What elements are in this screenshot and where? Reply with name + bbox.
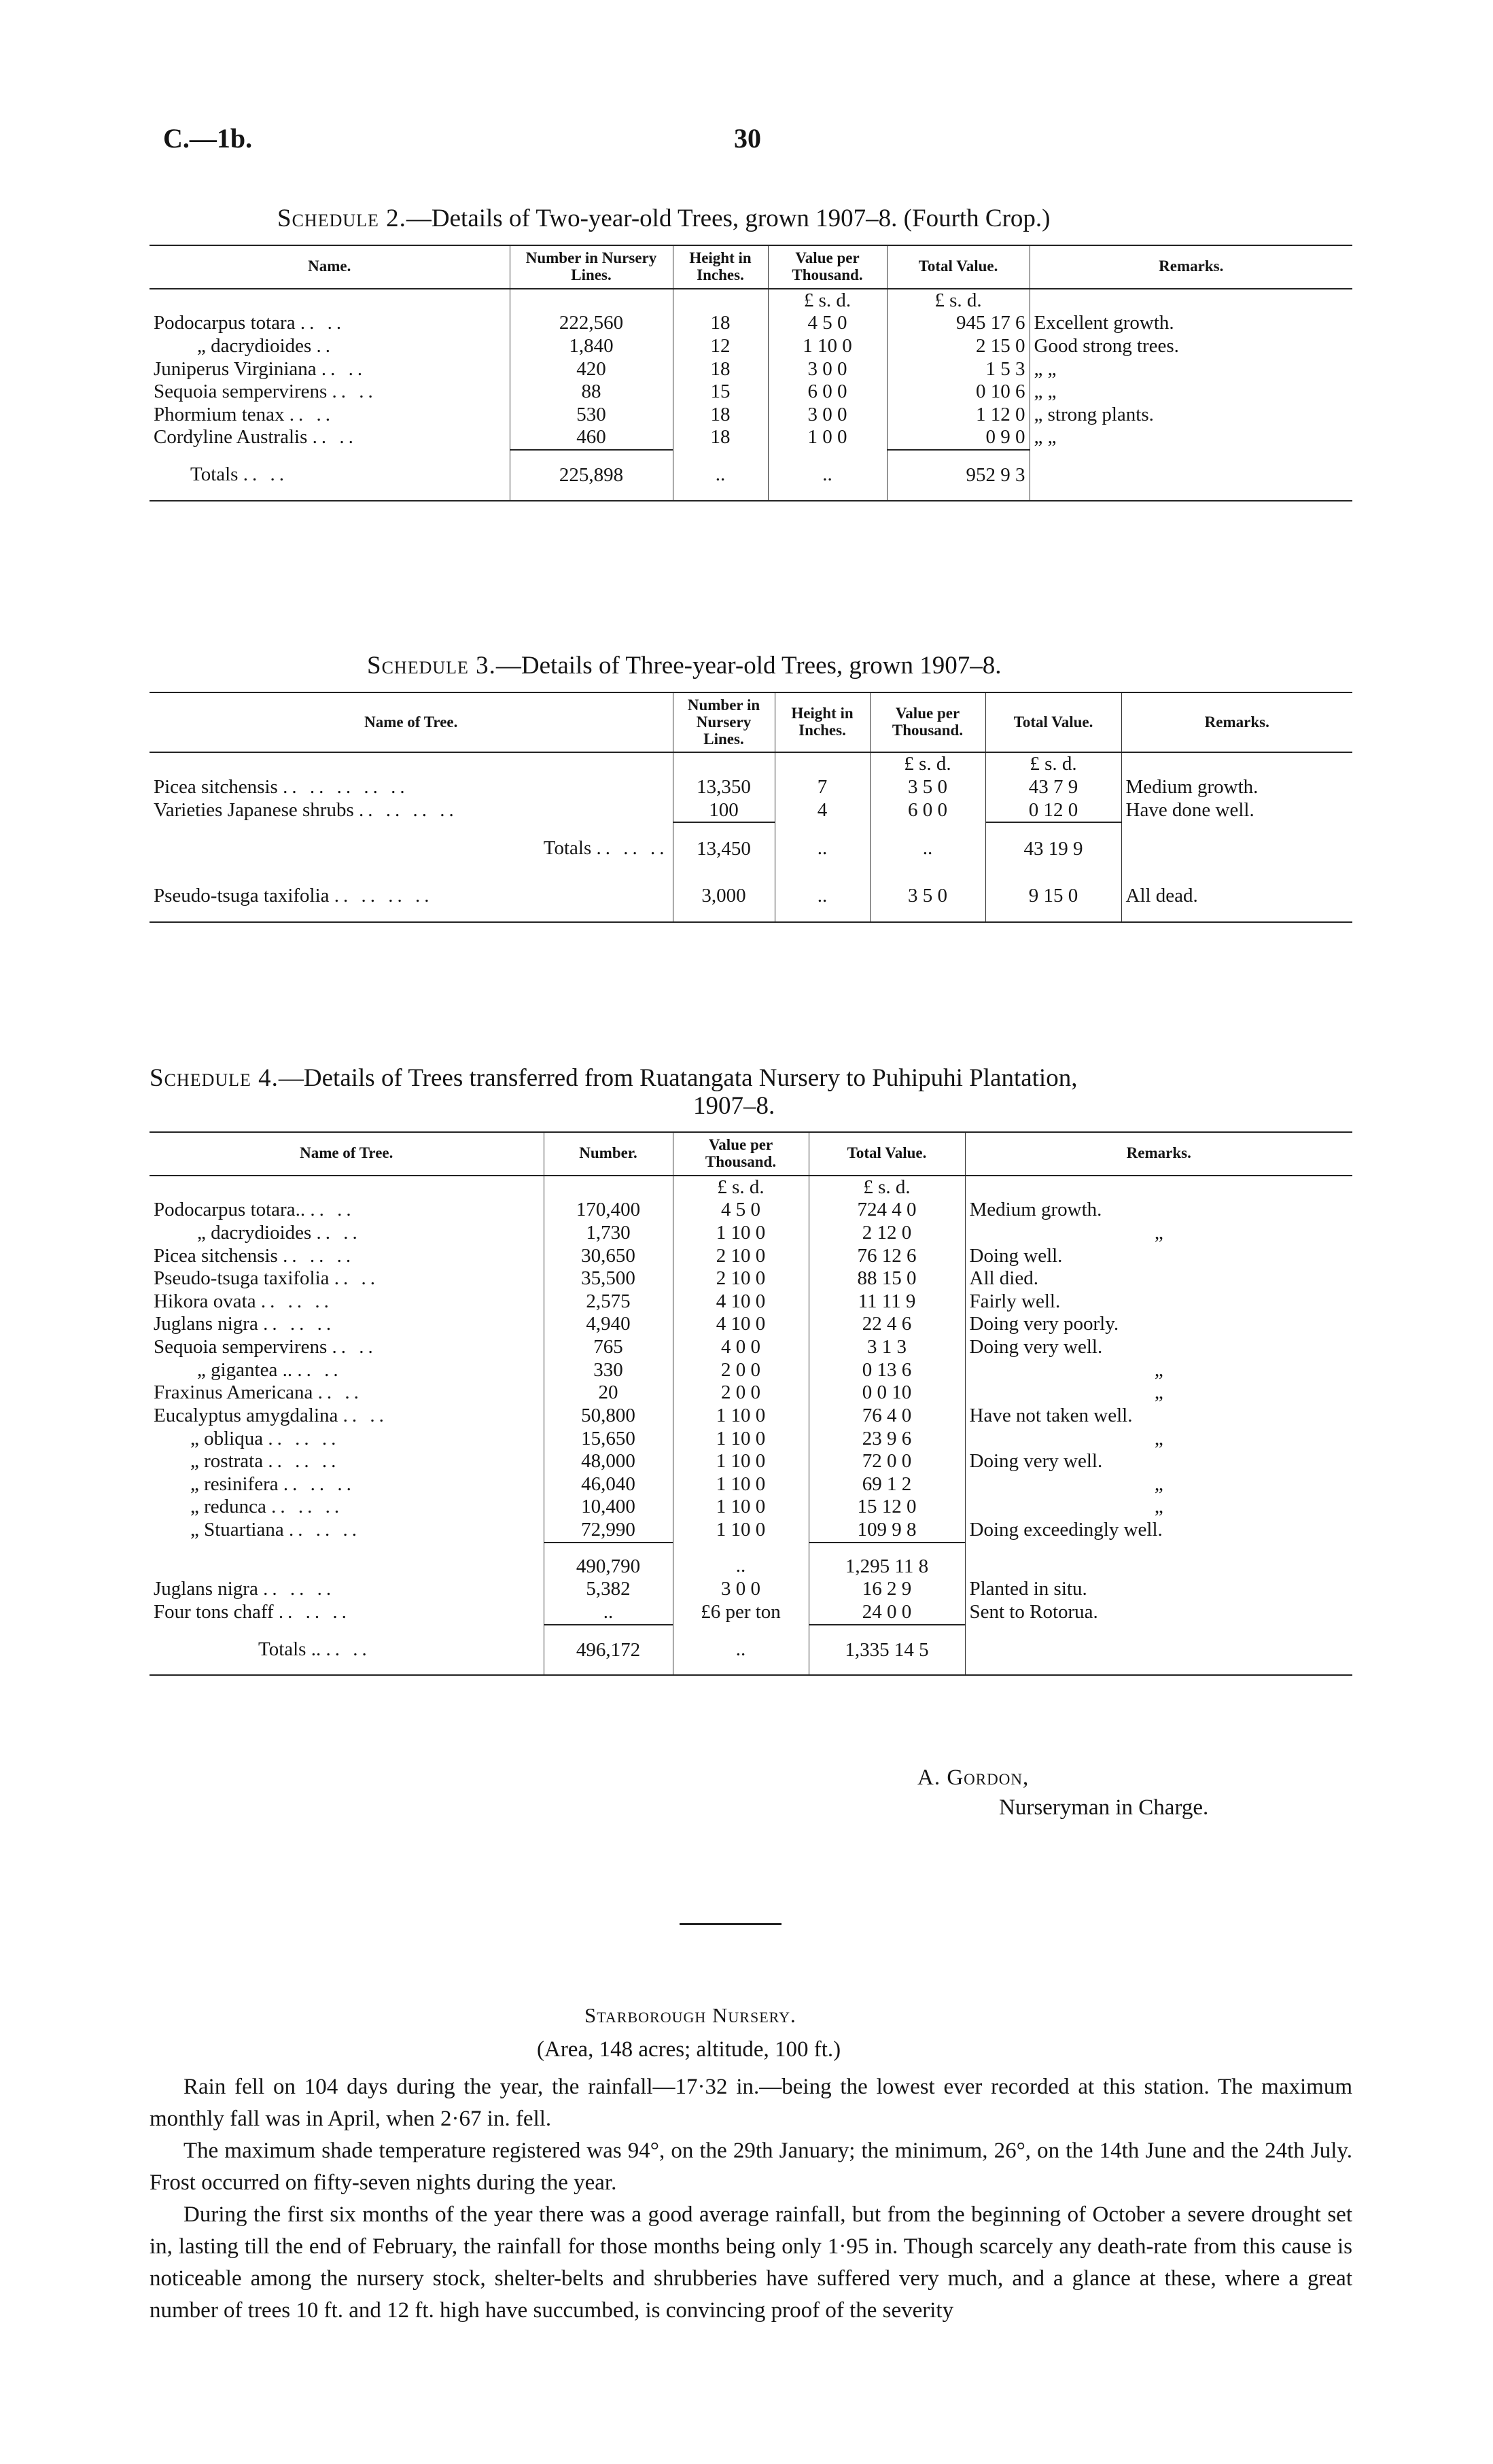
tree-remarks: Have not taken well.: [965, 1405, 1352, 1428]
tree-name: Hikora ovata .. .. ..: [154, 1290, 333, 1312]
table-row: [150, 426, 1352, 450]
tree-remarks: „: [965, 1381, 1352, 1405]
table-row: [150, 776, 1352, 799]
tree-remarks: Doing very well.: [965, 1336, 1352, 1359]
unit-label: £ s. d.: [887, 289, 1030, 313]
table-row: [150, 358, 1352, 381]
totals-total: 1,335 14 5: [809, 1625, 965, 1676]
schedule2-label: Schedule 2.: [277, 205, 406, 232]
tree-number: 460: [510, 426, 673, 450]
col-header-total: Total Value.: [985, 692, 1121, 752]
tree-number: 765: [544, 1336, 673, 1359]
tree-number: 88: [510, 381, 673, 404]
tree-name: Four tons chaff .. .. ..: [154, 1600, 351, 1623]
tree-value: 1 10 0: [673, 1496, 809, 1519]
paragraph: Rain fell on 104 days during the year, the rainfall—17·32 in.—being the lowest ever recorded at this station. The maximum monthly fall was in April, when 2·67 in. fell.: [150, 2075, 1352, 2131]
col-header-height: Height in Inches.: [775, 692, 870, 752]
tree-total: 23 9 6: [809, 1428, 965, 1451]
tree-name: Juniperus Virginiana .. ..: [154, 357, 367, 380]
table-row: [150, 871, 1352, 922]
col-header-remarks: Remarks.: [1030, 245, 1352, 289]
tree-total: 22 4 6: [809, 1313, 965, 1336]
tree-height: 18: [673, 426, 768, 450]
table-row: [150, 1450, 1352, 1473]
tree-number: 15,650: [544, 1428, 673, 1451]
table-row: [150, 1245, 1352, 1268]
tree-name: Podocarpus totara.. .. ..: [154, 1199, 355, 1221]
tree-name: Juglans nigra .. .. ..: [154, 1578, 336, 1600]
tree-number: 10,400: [544, 1496, 673, 1519]
tree-remarks: Medium growth.: [965, 1199, 1352, 1222]
tree-number: 20: [544, 1381, 673, 1405]
tree-total: 69 1 2: [809, 1473, 965, 1496]
tree-total: 1 5 3: [887, 358, 1030, 381]
table-row: [150, 404, 1352, 427]
tree-height: 12: [673, 335, 768, 358]
tree-value: 3 0 0: [673, 1578, 809, 1601]
totals-number: 496,172: [544, 1625, 673, 1676]
tree-total: 15 12 0: [809, 1496, 965, 1519]
tree-number: 2,575: [544, 1290, 673, 1314]
tree-value: 4 5 0: [673, 1199, 809, 1222]
tree-total: 2 12 0: [809, 1222, 965, 1245]
tree-number: 50,800: [544, 1405, 673, 1428]
tree-remarks: „ „: [1030, 358, 1352, 381]
tree-total: 945 17 6: [887, 312, 1030, 335]
tree-number: 13,350: [673, 776, 775, 799]
tree-name: Picea sitchensis .. .. .. .. ..: [154, 776, 409, 798]
unit-label: £ s. d.: [809, 1176, 965, 1199]
col-header-remarks: Remarks.: [1121, 692, 1352, 752]
table-row: [150, 381, 1352, 404]
tree-value: 1 10 0: [768, 335, 887, 358]
tree-value: 4 10 0: [673, 1313, 809, 1336]
schedule3-title: —Details of Three-year-old Trees, grown 1907–8.: [495, 652, 1002, 680]
tree-value: 1 10 0: [673, 1405, 809, 1428]
tree-value: 4 10 0: [673, 1290, 809, 1314]
col-header-total: Total Value.: [809, 1132, 965, 1176]
col-header-number: Number in Nursery Lines.: [673, 692, 775, 752]
tree-value: 4 0 0: [673, 1336, 809, 1359]
table-row: [150, 1313, 1352, 1336]
tree-name: Cordyline Australis .. ..: [154, 426, 357, 448]
tree-name: „ dacrydioides .. ..: [197, 1221, 362, 1244]
tree-height: 18: [673, 358, 768, 381]
tree-number: 530: [510, 404, 673, 427]
tree-remarks: Good strong trees.: [1030, 335, 1352, 358]
tree-remarks: „: [965, 1222, 1352, 1245]
col-header-total: Total Value.: [887, 245, 1030, 289]
totals-number: 13,450: [673, 822, 775, 871]
tree-remarks: „: [965, 1428, 1352, 1451]
unit-label: £ s. d.: [870, 752, 985, 776]
tree-total: 76 12 6: [809, 1245, 965, 1268]
paragraph: During the first six months of the year there was a good average rainfall, but from the beginning of October a severe drought set in, lasting till the end of February, the rainfall for those months being only 1·95 in. Though scarcely any death-rate from this cause is noticeable among the nursery stock, shelter-belts and shrubberies have suffered very much, and a glance at these, where a great number of trees 10 ft. and 12 ft. high have succumbed, is convincing proof of the severity: [150, 2202, 1352, 2323]
tree-number: 100: [673, 799, 775, 823]
tree-total: 3 1 3: [809, 1336, 965, 1359]
section-divider: [680, 1923, 781, 1925]
tree-number: 170,400: [544, 1199, 673, 1222]
totals-height: ..: [673, 450, 768, 501]
tree-remarks: „ „: [1030, 381, 1352, 404]
tree-value: 3 5 0: [870, 776, 985, 799]
document-reference: C.—1b.: [163, 123, 253, 154]
tree-name: Podocarpus totara .. ..: [154, 312, 346, 334]
schedule4-table: [150, 1131, 1352, 1676]
tree-total: 2 15 0: [887, 335, 1030, 358]
tree-number: 330: [544, 1359, 673, 1382]
schedule2-title: —Details of Two-year-old Trees, grown 1907–8. (Fourth Crop.): [406, 205, 1051, 232]
tree-number: ..: [544, 1601, 673, 1625]
tree-remarks: „: [965, 1473, 1352, 1496]
tree-total: 9 15 0: [985, 871, 1121, 922]
tree-remarks: Medium growth.: [1121, 776, 1352, 799]
table-row: [150, 1336, 1352, 1359]
schedule4-title: —Details of Trees transferred from Ruatangata Nursery to Puhipuhi Plantation,: [278, 1064, 1078, 1092]
table-row: [150, 1428, 1352, 1451]
tree-value: 1 10 0: [673, 1450, 809, 1473]
col-header-height: Height in Inches.: [673, 245, 768, 289]
tree-name: Picea sitchensis .. .. ..: [154, 1244, 355, 1267]
tree-remarks: Doing exceedingly well.: [965, 1519, 1352, 1543]
totals-number: 225,898: [510, 450, 673, 501]
tree-remarks: Doing very well.: [965, 1450, 1352, 1473]
unit-label: £ s. d.: [985, 752, 1121, 776]
tree-value: 1 10 0: [673, 1222, 809, 1245]
tree-total: 0 13 6: [809, 1359, 965, 1382]
tree-number: 420: [510, 358, 673, 381]
tree-remarks: Doing well.: [965, 1245, 1352, 1268]
tree-remarks: „ „: [1030, 426, 1352, 450]
tree-height: 18: [673, 404, 768, 427]
tree-value: £6 per ton: [673, 1601, 809, 1625]
tree-name: Fraxinus Americana .. ..: [154, 1381, 363, 1404]
tree-total: 76 4 0: [809, 1405, 965, 1428]
totals-row: [150, 1625, 1352, 1676]
totals-row: [150, 450, 1352, 501]
tree-number: 3,000: [673, 871, 775, 922]
tree-number: 72,990: [544, 1519, 673, 1543]
tree-name: „ Stuartiana .. .. ..: [190, 1519, 361, 1541]
schedule3-caption: [367, 651, 1001, 680]
subtotal-row: [150, 1543, 1352, 1579]
totals-total: 952 9 3: [887, 450, 1030, 501]
col-header-value: Value per Thousand.: [768, 245, 887, 289]
tree-height: 4: [775, 799, 870, 823]
table-row: [150, 1578, 1352, 1601]
tree-number: 1,730: [544, 1222, 673, 1245]
tree-name: „ redunca .. .. ..: [190, 1496, 344, 1518]
tree-number: 30,650: [544, 1245, 673, 1268]
tree-height: 15: [673, 381, 768, 404]
tree-remarks: Have done well.: [1121, 799, 1352, 823]
totals-label: Totals .. ..: [190, 463, 288, 486]
table-row: [150, 1359, 1352, 1382]
tree-value: 1 10 0: [673, 1428, 809, 1451]
tree-remarks: All dead.: [1121, 871, 1352, 922]
tree-name: Pseudo-tsuga taxifolia .. .. .. ..: [154, 884, 434, 907]
table-row: [150, 1473, 1352, 1496]
table-row: [150, 335, 1352, 358]
unit-label: £ s. d.: [768, 289, 887, 313]
totals-label: Totals .. .. ..: [543, 837, 669, 860]
tree-remarks: Doing very poorly.: [965, 1313, 1352, 1336]
tree-total: 0 0 10: [809, 1381, 965, 1405]
tree-name: „ gigantea .. .. ..: [197, 1358, 342, 1381]
table-row: [150, 1222, 1352, 1245]
section-subheading: (Area, 148 acres; altitude, 100 ft.): [537, 2037, 841, 2062]
tree-number: 1,840: [510, 335, 673, 358]
schedule4-label: Schedule 4.: [150, 1064, 279, 1092]
tree-remarks: „ strong plants.: [1030, 404, 1352, 427]
page-number: 30: [734, 123, 761, 154]
tree-height: 18: [673, 312, 768, 335]
schedule4-caption: [150, 1063, 1077, 1093]
table-row: [150, 1267, 1352, 1290]
tree-number: 5,382: [544, 1578, 673, 1601]
body-text: [150, 2071, 1352, 2327]
col-header-name: Name of Tree.: [300, 1144, 393, 1162]
tree-name: Pseudo-tsuga taxifolia .. ..: [154, 1267, 380, 1290]
tree-value: 2 10 0: [673, 1267, 809, 1290]
tree-value: 2 10 0: [673, 1245, 809, 1268]
table-row: [150, 1519, 1352, 1543]
tree-name: „ dacrydioides ..: [197, 334, 335, 357]
totals-label: Totals .. .. ..: [258, 1638, 371, 1660]
schedule3-label: Schedule 3.: [367, 652, 496, 680]
tree-total: 1 12 0: [887, 404, 1030, 427]
col-header-name: Name of Tree.: [364, 713, 458, 731]
totals-value: ..: [870, 822, 985, 871]
table-row: [150, 312, 1352, 335]
schedule2-caption: [277, 204, 1051, 233]
table-row: [150, 1496, 1352, 1519]
tree-total: 0 12 0: [985, 799, 1121, 823]
col-header-name: Name.: [308, 258, 351, 275]
tree-total: 88 15 0: [809, 1267, 965, 1290]
table-row: [150, 799, 1352, 823]
tree-remarks: Planted in situ.: [965, 1578, 1352, 1601]
subtotal-value: ..: [673, 1543, 809, 1579]
subtotal-number: 490,790: [544, 1543, 673, 1579]
tree-name: Phormium tenax .. ..: [154, 403, 335, 425]
tree-remarks: Excellent growth.: [1030, 312, 1352, 335]
tree-total: 0 10 6: [887, 381, 1030, 404]
tree-value: 3 5 0: [870, 871, 985, 922]
tree-value: 6 0 0: [768, 381, 887, 404]
col-header-value: Value per Thousand.: [673, 1132, 809, 1176]
tree-value: 4 5 0: [768, 312, 887, 335]
tree-name: „ obliqua .. .. ..: [190, 1427, 340, 1449]
table-row: [150, 1405, 1352, 1428]
tree-name: Sequoia sempervirens .. ..: [154, 381, 377, 403]
signature-name: A. Gordon,: [917, 1765, 1030, 1790]
schedule2-table: [150, 245, 1352, 501]
col-header-number: Number.: [544, 1132, 673, 1176]
tree-value: 1 10 0: [673, 1473, 809, 1496]
tree-remarks: „: [965, 1359, 1352, 1382]
tree-number: 46,040: [544, 1473, 673, 1496]
totals-total: 43 19 9: [985, 822, 1121, 871]
tree-remarks: „: [965, 1496, 1352, 1519]
tree-value: 3 0 0: [768, 358, 887, 381]
tree-name: „ rostrata .. .. ..: [190, 1450, 340, 1473]
tree-number: 222,560: [510, 312, 673, 335]
tree-number: 35,500: [544, 1267, 673, 1290]
tree-total: 724 4 0: [809, 1199, 965, 1222]
schedule3-table: [150, 692, 1352, 923]
unit-label: £ s. d.: [673, 1176, 809, 1199]
totals-row: [150, 822, 1352, 871]
schedule4-title-year: 1907–8.: [693, 1092, 775, 1120]
col-header-number: Number in Nursery Lines.: [510, 245, 673, 289]
tree-name: Eucalyptus amygdalina .. ..: [154, 1404, 388, 1426]
tree-total: 24 0 0: [809, 1601, 965, 1625]
totals-value: ..: [768, 450, 887, 501]
tree-name: Juglans nigra .. .. ..: [154, 1313, 336, 1335]
totals-height: ..: [775, 822, 870, 871]
tree-total: 43 7 9: [985, 776, 1121, 799]
tree-total: 109 9 8: [809, 1519, 965, 1543]
tree-value: 2 0 0: [673, 1381, 809, 1405]
section-heading: Starborough Nursery.: [584, 2003, 796, 2027]
tree-total: 11 11 9: [809, 1290, 965, 1314]
tree-name: Sequoia sempervirens .. ..: [154, 1336, 377, 1358]
signature-title: Nurseryman in Charge.: [999, 1795, 1209, 1820]
tree-total: 0 9 0: [887, 426, 1030, 450]
tree-value: 6 0 0: [870, 799, 985, 823]
tree-value: 1 0 0: [768, 426, 887, 450]
tree-remarks: Fairly well.: [965, 1290, 1352, 1314]
tree-value: 1 10 0: [673, 1519, 809, 1543]
col-header-remarks: Remarks.: [965, 1132, 1352, 1176]
tree-remarks: Sent to Rotorua.: [965, 1601, 1352, 1625]
col-header-value: Value per Thousand.: [870, 692, 985, 752]
table-row: [150, 1381, 1352, 1405]
paragraph: The maximum shade temperature registered was 94°, on the 29th January; the minimum, 26°, on the 14th June and the 24th July. Frost occurred on fifty-seven nights during the year.: [150, 2139, 1352, 2195]
tree-total: 72 0 0: [809, 1450, 965, 1473]
tree-name: Varieties Japanese shrubs .. .. .. ..: [154, 798, 458, 821]
tree-height: ..: [775, 871, 870, 922]
tree-value: 2 0 0: [673, 1359, 809, 1382]
subtotal-total: 1,295 11 8: [809, 1543, 965, 1579]
table-row: [150, 1601, 1352, 1625]
tree-number: 48,000: [544, 1450, 673, 1473]
totals-value: ..: [673, 1625, 809, 1676]
tree-height: 7: [775, 776, 870, 799]
tree-total: 16 2 9: [809, 1578, 965, 1601]
tree-value: 3 0 0: [768, 404, 887, 427]
tree-name: „ resinifera .. .. ..: [190, 1473, 355, 1495]
table-row: [150, 1199, 1352, 1222]
tree-remarks: All died.: [965, 1267, 1352, 1290]
table-row: [150, 1290, 1352, 1314]
tree-number: 4,940: [544, 1313, 673, 1336]
